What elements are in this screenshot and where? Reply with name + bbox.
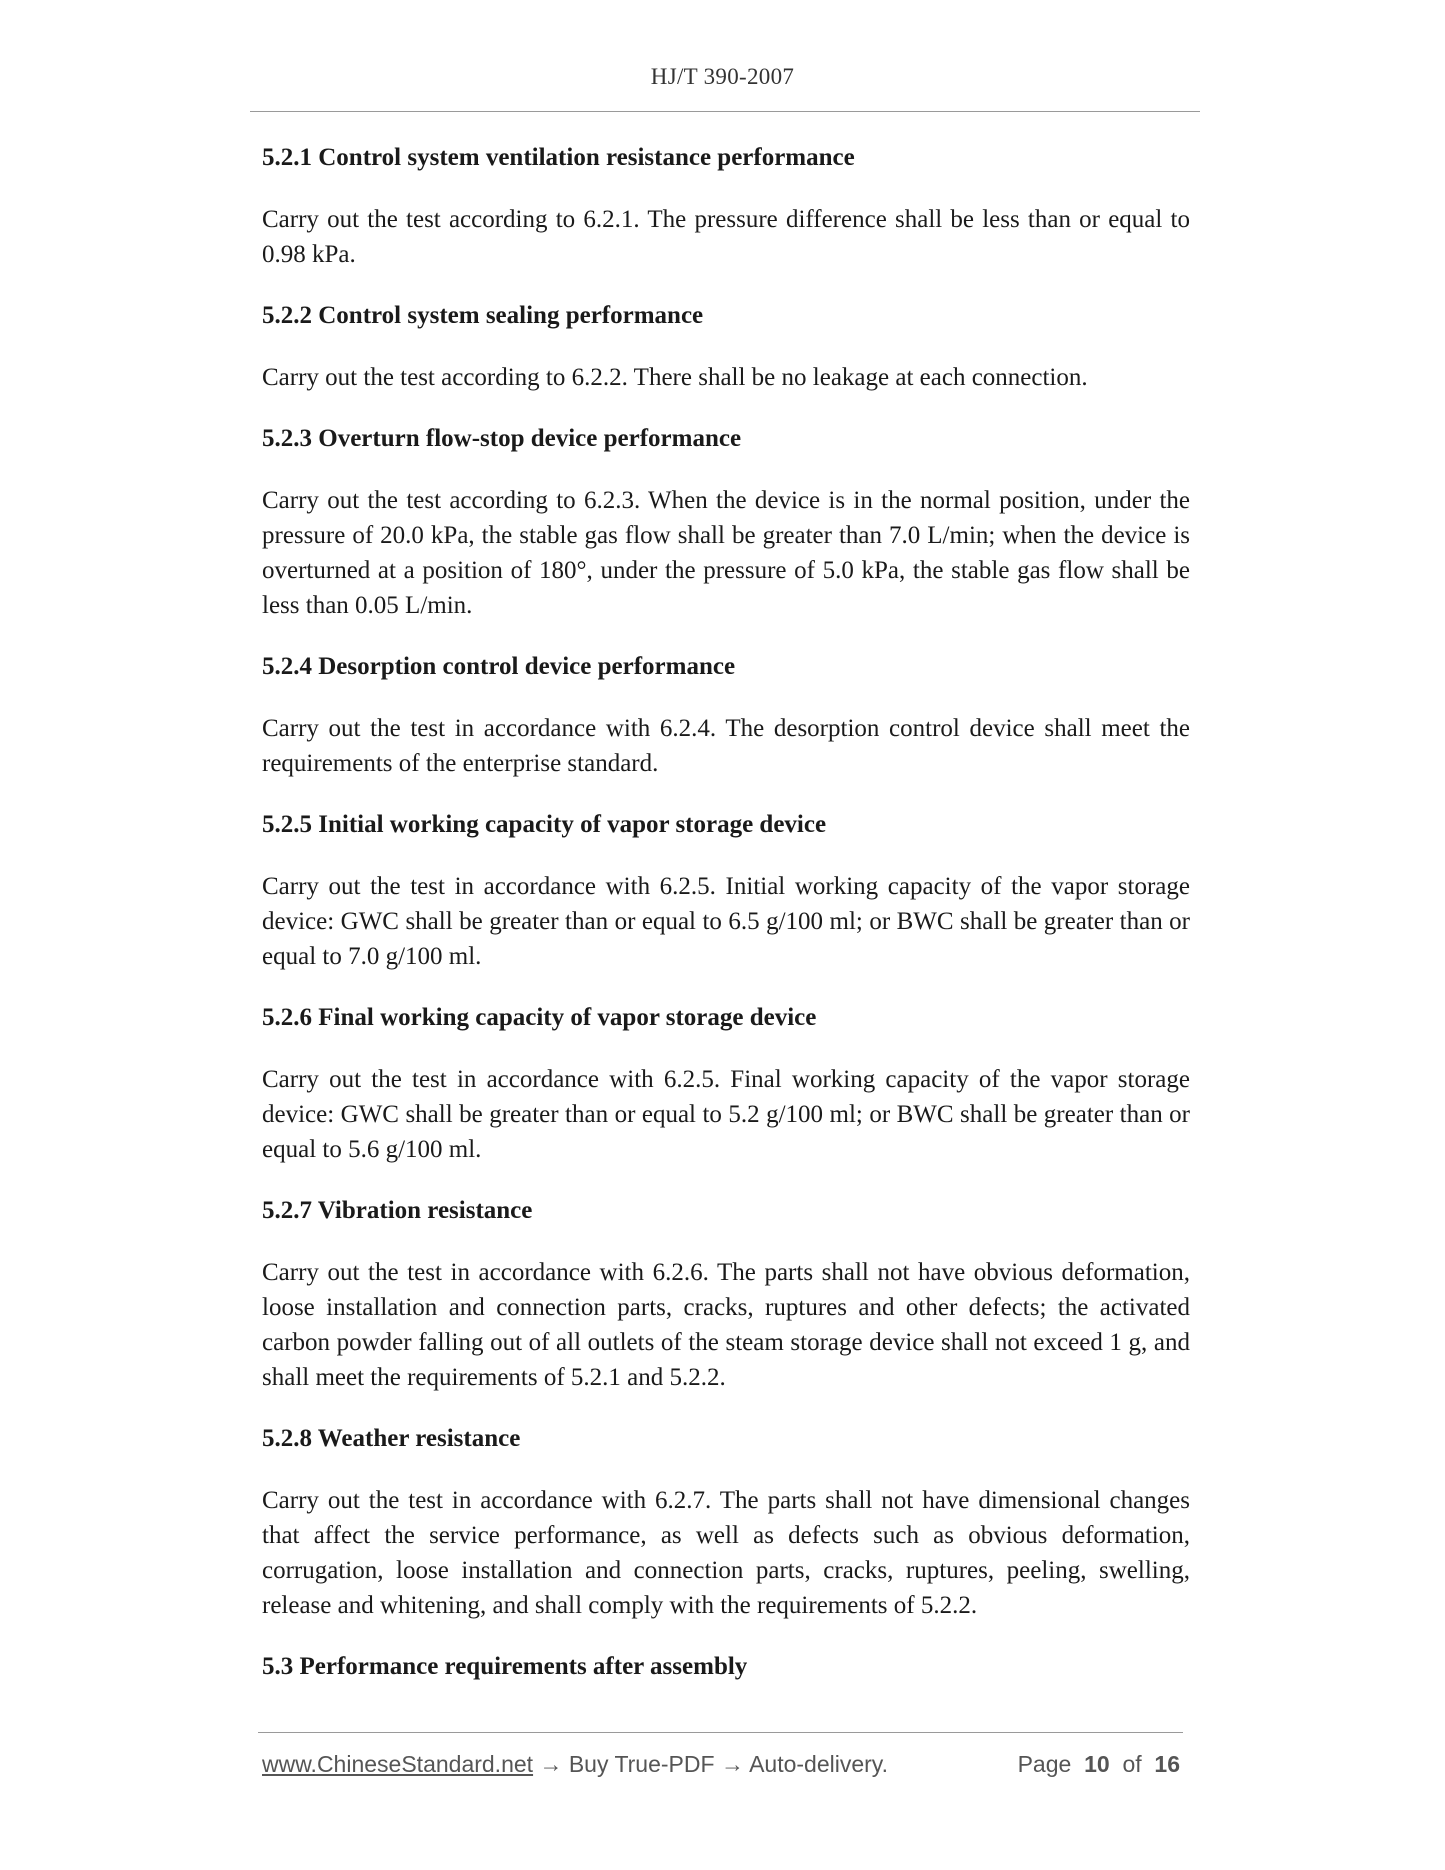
section-heading: 5.2.1 Control system ventilation resistance performance bbox=[262, 144, 855, 171]
page-of-label: of bbox=[1122, 1751, 1142, 1777]
arrow-right-icon: → bbox=[539, 1751, 563, 1777]
section-heading: 5.2.5 Initial working capacity of vapor storage device bbox=[262, 811, 827, 838]
section-paragraph: Carry out the test according to 6.2.3. When the device is in the normal position, under the pressure of 20.0 kPa, the stable gas flow shall be greater than 7.0 L/min; when the device is overturned at a position of 180°, under the pressure of 5.0 kPa, the stable gas flow shall be less than 0.05 L/min. bbox=[262, 487, 1190, 619]
section-paragraph: Carry out the test in accordance with 6.2.5. Initial working capacity of the vapor storage device: GWC shall be greater than or equal to 6.5 g/100 ml; or BWC shall be greater than or equal to 7.0 g/100 ml. bbox=[262, 873, 1190, 970]
section-heading: 5.2.3 Overturn flow-stop device performance bbox=[262, 425, 742, 452]
arrow-right-icon: → bbox=[720, 1751, 744, 1777]
page-footer bbox=[262, 1751, 1180, 1787]
website-link[interactable]: www.ChineseStandard.net bbox=[262, 1751, 534, 1777]
section-heading: 5.2.6 Final working capacity of vapor storage device bbox=[262, 1004, 817, 1031]
page-total: 16 bbox=[1154, 1751, 1180, 1777]
section-paragraph: Carry out the test in accordance with 6.2.7. The parts shall not have dimensional changes that affect the service performance, as well as defects such as obvious deformation, corrugation, loose installation and connection parts, cracks, ruptures, peeling, swelling, release and whitening, and shall comply with the requirements of 5.2.2. bbox=[262, 1487, 1190, 1619]
section-heading: 5.3 Performance requirements after assembly bbox=[262, 1653, 748, 1680]
section-5-2-4 bbox=[262, 649, 1190, 781]
section-paragraph: Carry out the test according to 6.2.1. The pressure difference shall be less than or equal to 0.98 kPa. bbox=[262, 206, 1190, 268]
section-5-3 bbox=[262, 1649, 1190, 1685]
section-5-2-6 bbox=[262, 1000, 1190, 1167]
section-5-2-7 bbox=[262, 1193, 1190, 1395]
section-heading: 5.2.2 Control system sealing performance bbox=[262, 302, 704, 329]
page-current: 10 bbox=[1084, 1751, 1110, 1777]
section-5-2-3 bbox=[262, 421, 1190, 623]
buy-pdf-text: Buy True-PDF bbox=[568, 1751, 715, 1777]
page-label: Page bbox=[1017, 1751, 1072, 1777]
section-5-2-1 bbox=[262, 140, 1190, 272]
section-heading: 5.2.7 Vibration resistance bbox=[262, 1197, 533, 1224]
auto-delivery-text: Auto-delivery. bbox=[749, 1751, 888, 1777]
page-indicator bbox=[1018, 1751, 1180, 1778]
footer-promo bbox=[262, 1751, 888, 1778]
section-paragraph: Carry out the test in accordance with 6.2.4. The desorption control device shall meet the requirements of the enterprise standard. bbox=[262, 715, 1190, 777]
running-header: HJ/T 390-2007 bbox=[650, 64, 795, 89]
section-paragraph: Carry out the test according to 6.2.2. There shall be no leakage at each connection. bbox=[262, 364, 1088, 391]
section-5-2-8 bbox=[262, 1421, 1190, 1623]
section-heading: 5.2.8 Weather resistance bbox=[262, 1425, 521, 1452]
footer-divider bbox=[258, 1732, 1183, 1733]
section-paragraph: Carry out the test in accordance with 6.2.6. The parts shall not have obvious deformation, loose installation and connection parts, cracks, ruptures and other defects; the activated carbon powder falling out of all outlets of the steam storage device shall not exceed 1 g, and shall meet the requirements of 5.2.1 and 5.2.2. bbox=[262, 1259, 1190, 1391]
section-heading: 5.2.4 Desorption control device performance bbox=[262, 653, 736, 680]
section-paragraph: Carry out the test in accordance with 6.2.5. Final working capacity of the vapor storage device: GWC shall be greater than or equal to 5.2 g/100 ml; or BWC shall be greater than or equal to 5.6 g/100 ml. bbox=[262, 1066, 1190, 1163]
document-body bbox=[262, 140, 1190, 1711]
section-5-2-2 bbox=[262, 298, 1190, 395]
header-divider bbox=[250, 111, 1200, 112]
section-5-2-5 bbox=[262, 807, 1190, 974]
